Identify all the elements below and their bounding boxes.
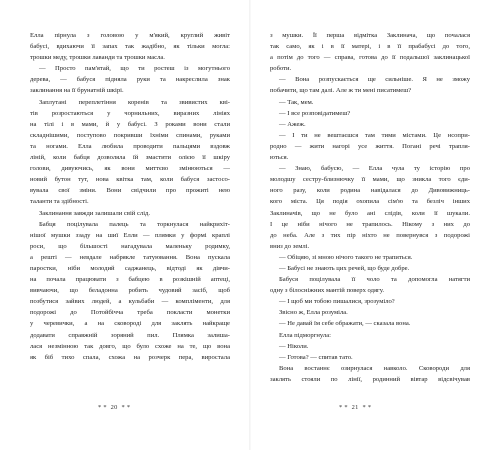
text-line: ного разу, коли родина навідалася до Дивовижниць- (270, 187, 470, 195)
text-line: бабусі, вдихаючи її запах так жадібно, як тільки могла: (30, 43, 230, 51)
text-line: Заплутані переплетіння коренів та звивистих кві- (39, 98, 230, 106)
text-line: тів розростаються у чорнильних, виразних лініях (30, 109, 230, 117)
text-line: — Ніколи. (279, 342, 309, 350)
text-line: — Вона розпускається ще сильніше. Я не зможу (279, 76, 470, 84)
text-line: Елла підморгнула: (279, 331, 331, 339)
text-line: нішої мушки ззаду на шиї Елли — плямки у формі краплі (30, 231, 230, 239)
text-line: голови, дивуючись, як вони миттєво змінюються — (30, 165, 230, 173)
text-line: подорожі до Потойбічча треба покласти монетки (30, 309, 230, 317)
left-page-text (30, 30, 230, 363)
text-line: Бабуся поцілувала її чоло та допомогла натягти (279, 276, 470, 284)
text-line: — Бабусі не знають цих речей, що буде добре. (279, 264, 410, 272)
text-line: на почала працювати з бабцею в розкішній аптеці, (30, 276, 230, 284)
text-line: вувала свої зміни. Вони свідчили про прожиті нею (30, 187, 230, 195)
text-line: І це ніби нічого не трапилось. Нікому з них до (270, 220, 470, 228)
text-line: — Просто пам'ятай, що ти ростеш із могутнього (39, 65, 230, 73)
text-line: Бабця поцілувала палець та торкнулася найкрихіт- (39, 220, 230, 228)
text-line: таланти та здібності. (30, 198, 89, 206)
text-line: та ногами. Елла любила проводити пальцями вздовж (30, 142, 230, 150)
text-line: роботи. (270, 65, 292, 73)
text-line: у черевички, а на сковороді для заклять найкраще (30, 320, 230, 328)
text-line: — І ти не вештаєшся там тими містами. Це нсопри- (279, 131, 470, 139)
text-line: — І щоб ми тобою пишалися, зрозуміло? (279, 298, 395, 306)
text-line: Заклиначів, що не було ані слідів, коли її шукали. (270, 209, 470, 217)
text-line: заклять стояли по лінії, родинний вівтар відсвічував (270, 375, 470, 383)
text-line: Звісно ж, Елла розуміла. (279, 309, 348, 317)
right-page-number: * * 21 * * (339, 404, 372, 411)
text-line: побачити, що там далі. Але ж ти мені писатимеш? (270, 87, 412, 95)
text-line: — І все розповідатимеш? (279, 109, 351, 117)
text-line: роси, що більшості нагадувала маленьку родимку, (30, 242, 230, 250)
text-line: трошки меду, трошки лаванди та трошки масла. (30, 54, 165, 62)
text-line: до неба. Але з тих пір ніхто не повернувся з подорожі (270, 231, 470, 239)
text-line: молодшу сестру-близнючку її мами, що зникла того єди- (270, 176, 470, 184)
text-line: на тілі і в мами, й у бабусі. З роками вони стали (30, 120, 230, 128)
text-line: складнішими, поступово покривши їхніми спинами, руками (30, 131, 230, 139)
text-line: одну з білосніжних мантій поверх одягу. (270, 287, 384, 295)
text-line: — Так, мем. (279, 98, 314, 106)
text-line: — Не давай їм себе ображати, — сказала вона. (279, 320, 411, 328)
text-line: додавати справжній зоряний пил. Плямка залиша- (30, 331, 230, 339)
text-line: вивчаючи, що беладонна робить чудовий засіб, щоб (30, 287, 230, 295)
text-line: новий бутон тут, нова квітка там, коли бабуся застосо- (30, 176, 230, 184)
text-line: заклинання на її брунатній шкірі. (30, 87, 124, 95)
text-line: — Обіцяю, зі мною нічого такого не трапиться. (279, 253, 413, 261)
text-line: Вона востаннє озирнулася навколо. Сковороди для (279, 364, 470, 372)
text-line: дерева, — бабуся підняла руки та накреслила знак (30, 76, 230, 84)
text-line: так само, як і в її матері, і в її прабабусі до того, (270, 43, 470, 51)
text-line: а потім до того — справа, готова до її подальшої заклинацької (270, 54, 470, 62)
book-gutter (249, 0, 251, 450)
text-line: а решті — невдале набрякле татуювання. Вона пускала (30, 253, 230, 261)
text-line: ються. (270, 154, 289, 162)
text-line: кого міста. Ця подія охопила сім'ю та безліч інших (270, 198, 470, 206)
text-line: з мушки. Її перша відмітка Заклинача, що почалася (270, 32, 470, 39)
right-page-text (270, 30, 470, 385)
text-line: Елла пірнула з головою у м'який, круглий живіт (30, 32, 230, 39)
text-line: — Готова? — спитав тато. (279, 353, 353, 361)
text-line: родно — жити нагорі усе життя. Погані речі трапля- (270, 142, 470, 150)
text-line: — Ажеж. (279, 120, 306, 128)
text-line: лася незмінною так довго, що було схоже на те, що вона (30, 342, 230, 350)
text-line: — Знаю, бабусю, — Елла чула ту історію про (279, 165, 470, 173)
text-line: позбутися зайвих людей, а кульбаби — компліменти, для (30, 298, 230, 306)
text-line: як біб тихо спала, схожа на розчерк пера, виростала (30, 353, 230, 361)
text-line: ліній, коли бабця дозволяла їй змастити олією її шкіру (30, 154, 230, 162)
text-line: Заклинання завжди залишали свій слід. (39, 209, 151, 217)
left-page-number: * * 20 * * (98, 404, 131, 411)
text-line: вниз до землі. (270, 242, 310, 250)
text-line: паростки, ніби молодий саджанець, відтоді як дівчи- (30, 264, 230, 272)
